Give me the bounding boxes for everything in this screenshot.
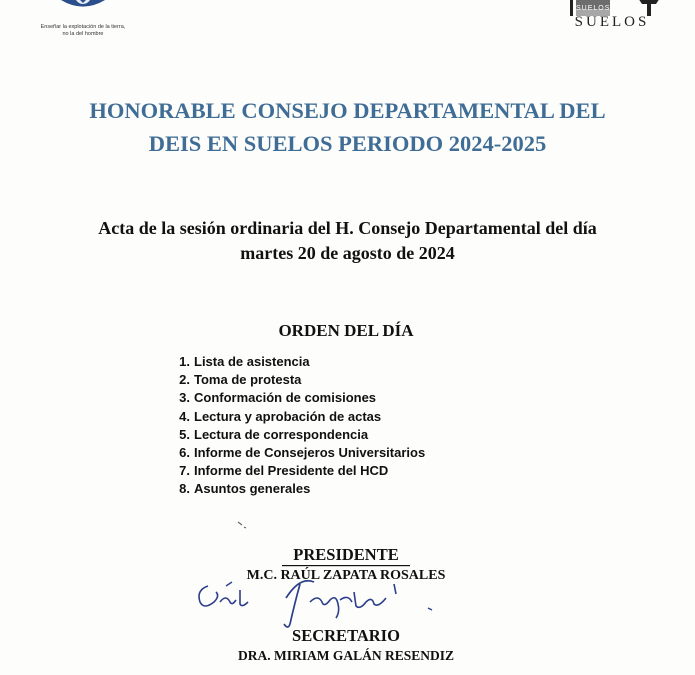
suelos-logo xyxy=(556,0,668,40)
signature-line xyxy=(282,565,410,567)
cropped-letterhead-text xyxy=(225,0,465,4)
council-title-line-1: HONORABLE CONSEJO DEPARTAMENTAL DEL xyxy=(89,98,606,123)
agenda-item: 4. Lectura y aprobación de actas xyxy=(179,408,382,424)
secretary-name: DRA. MIRIAM GALÁN RESENDIZ xyxy=(237,648,454,663)
agenda-item: 1. Lista de asistencia xyxy=(179,354,310,369)
university-seal-icon xyxy=(50,0,116,22)
agenda-item: 5. Lectura de correspondencia xyxy=(179,426,369,442)
logo-motto: Enseñar la explotación de la tierra, no la del hombre xyxy=(40,24,126,37)
president-name: M.C. RAÚL ZAPATA ROSALES xyxy=(246,568,446,583)
council-title xyxy=(40,94,655,160)
agenda-item: 7. Informe del Presidente del HCD xyxy=(179,463,389,479)
agenda-item: 6. Informe de Consejeros Universitarios xyxy=(179,444,426,460)
session-heading xyxy=(20,216,675,266)
session-heading-line-1: Acta de la sesión ordinaria del H. Consejo Departamental del día xyxy=(98,218,597,238)
agenda-item: 2. Toma de protesta xyxy=(179,372,302,388)
pen-mark xyxy=(236,520,248,530)
session-heading-line-2: martes 20 de agosto de 2024 xyxy=(240,243,455,263)
agenda-heading: ORDEN DEL DÍA xyxy=(278,321,414,340)
agenda-list xyxy=(166,353,425,499)
university-logo xyxy=(28,0,138,45)
council-title-line-2: DEIS EN SUELOS PERIODO 2024-2025 xyxy=(148,131,547,156)
suelos-wordmark: SUELOS xyxy=(574,14,650,30)
agenda-item: 8. Asuntos generales xyxy=(179,481,311,497)
handwritten-signature xyxy=(190,572,450,632)
president-role: PRESIDENTE xyxy=(293,545,399,564)
agenda-item: 3. Conformación de comisiones xyxy=(179,390,377,406)
secretary-role: SECRETARIO xyxy=(292,626,400,645)
suelos-badge-label: SUELOS xyxy=(576,5,611,12)
